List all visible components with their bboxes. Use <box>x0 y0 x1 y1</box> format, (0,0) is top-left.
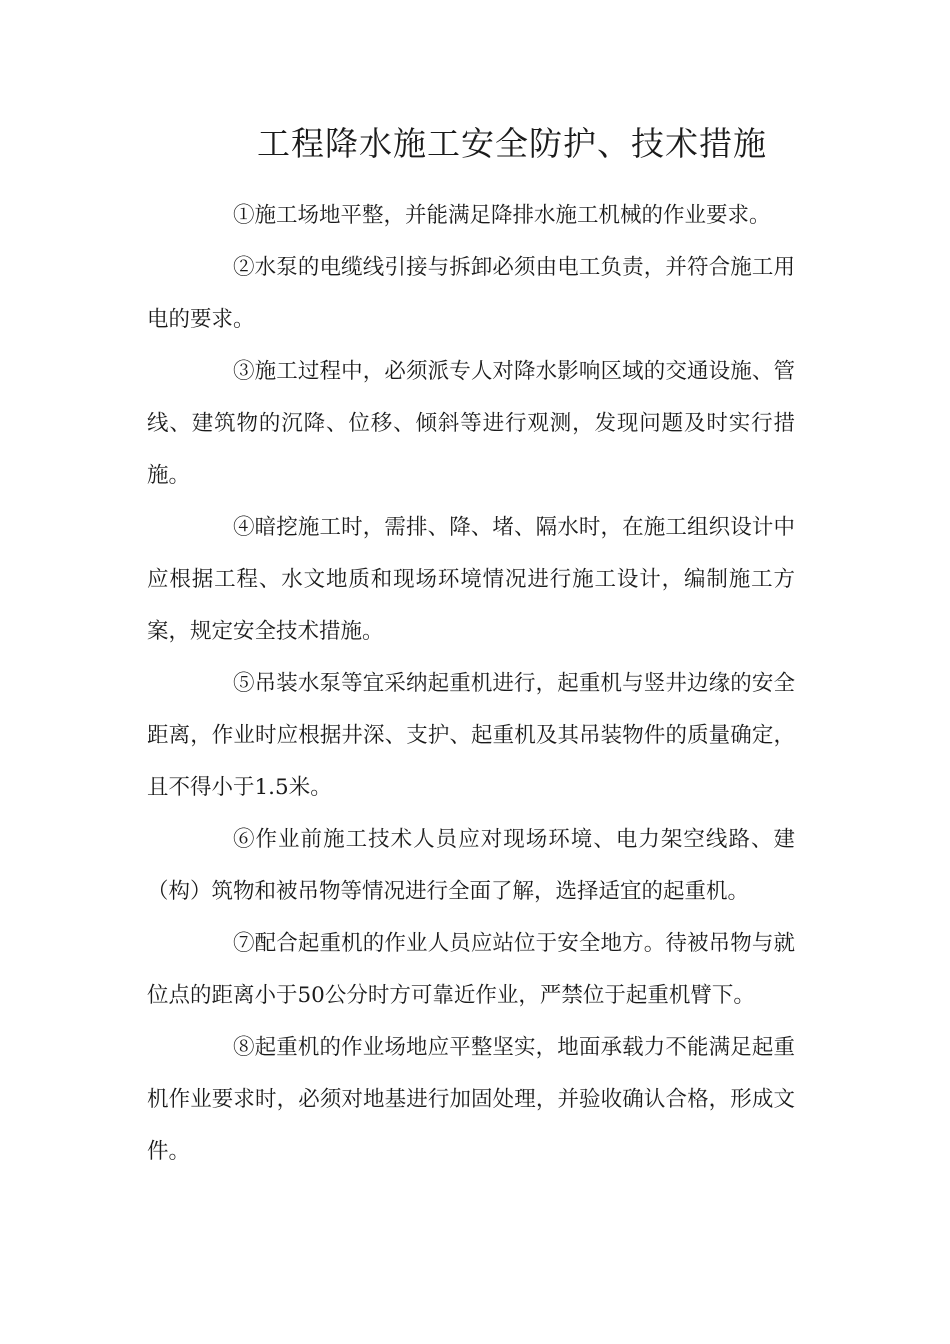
measure-item-8: ⑧起重机的作业场地应平整坚实，地面承载力不能满足起重机作业要求时，必须对地基进行加固处理，并验收确认合格，形成文件。 <box>147 1035 795 1164</box>
measure-item-1: ①施工场地平整，并能满足降排水施工机械的作业要求。 <box>233 203 771 228</box>
measure-item-2: ②水泵的电缆线引接与拆卸必须由电工负责，并符合施工用电的要求。 <box>147 255 795 332</box>
measure-item-3: ③施工过程中，必须派专人对降水影响区域的交通设施、管线、建筑物的沉降、位移、倾斜等进行观测，发现问题及时实行措施。 <box>147 359 795 488</box>
measure-item-6: ⑥作业前施工技术人员应对现场环境、电力架空线路、建（构）筑物和被吊物等情况进行全面了解，选择适宜的起重机。 <box>147 827 795 904</box>
document-page <box>147 118 795 1178</box>
measures-list <box>147 190 795 1178</box>
measure-item-7: ⑦配合起重机的作业人员应站位于安全地方。待被吊物与就位点的距离小于50公分时方可靠近作业，严禁位于起重机臂下。 <box>147 931 795 1008</box>
document-title: 工程降水施工安全防护、技术措施 <box>257 124 767 163</box>
measure-item-5: ⑤吊装水泵等宜采纳起重机进行，起重机与竖井边缘的安全距离，作业时应根据井深、支护、起重机及其吊装物件的质量确定，且不得小于1.5米。 <box>147 671 795 800</box>
measure-item-4: ④暗挖施工时，需排、降、堵、隔水时，在施工组织设计中应根据工程、水文地质和现场环境情况进行施工设计，编制施工方案，规定安全技术措施。 <box>147 515 795 644</box>
